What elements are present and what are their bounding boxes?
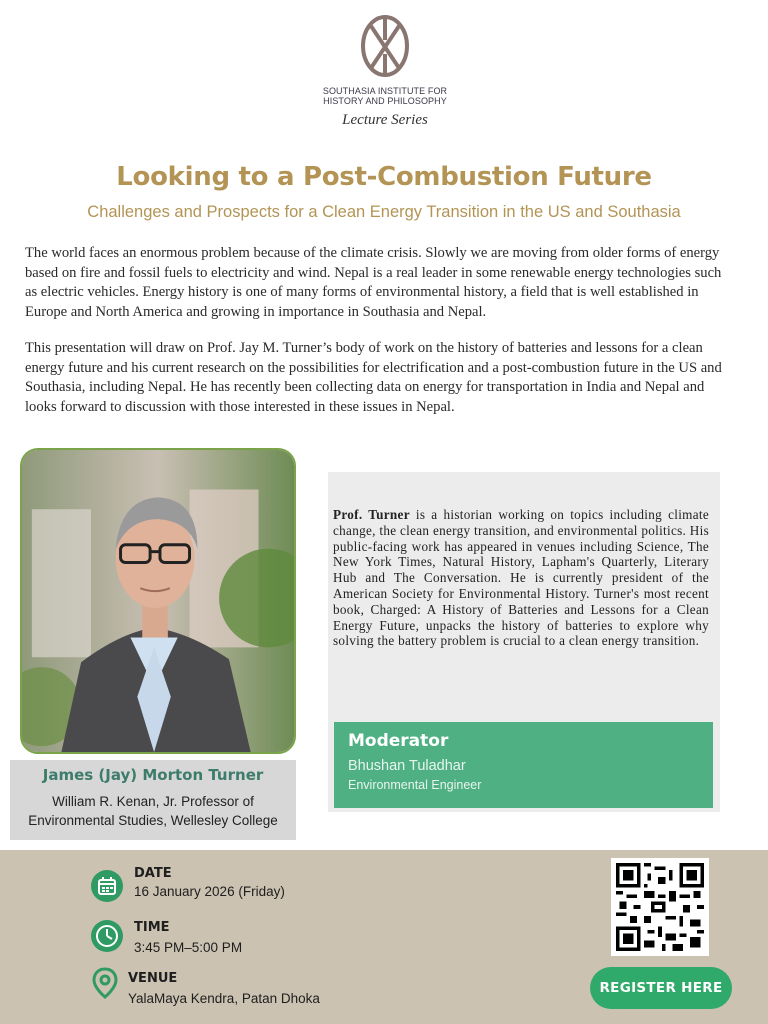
time-label: TIME xyxy=(134,920,170,935)
bio-panel xyxy=(328,472,720,812)
qr-code[interactable] xyxy=(611,858,709,956)
lecture-series-label: Lecture Series xyxy=(342,112,428,128)
time-value: 3:45 PM–5:00 PM xyxy=(134,940,243,955)
page-subtitle: Challenges and Prospects for a Clean Energy Transition in the US and Southasia xyxy=(87,203,681,221)
wheel-logo-icon xyxy=(359,14,411,82)
moderator-label: Moderator xyxy=(348,731,449,751)
speaker-bio xyxy=(333,507,709,649)
qr-code-icon xyxy=(616,863,704,951)
speaker-role-line2: Environmental Studies, Wellesley College xyxy=(28,813,278,828)
calendar-icon xyxy=(91,870,123,902)
page-title: Looking to a Post-Combustion Future xyxy=(116,162,652,192)
register-button[interactable]: REGISTER HERE xyxy=(590,967,732,1009)
date-label: DATE xyxy=(134,866,172,881)
org-name-line1: SOUTHASIA INSTITUTE FOR xyxy=(322,86,448,96)
presentation-paragraph: This presentation will draw on Prof. Jay M. Turner’s body of work on the history of batteries and lessons for a clean energy future and his current research on the possibilities for electrification and a post-combustion future in the US and Southasia, including Nepal. He has recently been collecting data on energy for transportation in India and Nepal and looks forward to discussion with those interested in these issues in Nepal. xyxy=(25,340,722,415)
org-name-line2: HISTORY AND PHILOSOPHY xyxy=(323,96,447,106)
speaker-photo xyxy=(20,448,296,754)
venue-value: YalaMaya Kendra, Patan Dhoka xyxy=(128,991,320,1006)
org-name xyxy=(300,86,470,106)
venue-label: VENUE xyxy=(128,971,178,986)
clock-icon xyxy=(91,920,123,952)
moderator-panel xyxy=(334,722,713,808)
speaker-caption xyxy=(10,760,296,840)
speaker-name: James (Jay) Morton Turner xyxy=(42,766,264,784)
speaker-role xyxy=(10,792,296,830)
bio-lead: Prof. Turner xyxy=(333,507,410,522)
date-value: 16 January 2026 (Friday) xyxy=(134,884,285,899)
location-pin-icon xyxy=(89,967,121,999)
intro-paragraph: The world faces an enormous problem because of the climate crisis. Slowly we are moving from older forms of energy based on fire and fossil fuels to electricity and wind. Nepal is a real leader in some renewable energy technologies such as electric vehicles. Energy history is one of many forms of environmental history, a field that is well established in Europe and North America and growing in importance in Southasia and Nepal. xyxy=(25,245,722,320)
event-details-footer xyxy=(0,850,768,1024)
speaker-role-line1: William R. Kenan, Jr. Professor of xyxy=(52,794,254,809)
moderator-name: Bhushan Tuladhar xyxy=(348,758,466,774)
moderator-role: Environmental Engineer xyxy=(348,778,482,792)
bio-text: is a historian working on topics including climate change, the clean energy transition, and environmental politics. His public-facing work has appeared in venues including Science, The New York Times, Natural History, Lapham's Quarterly, Literary Hub and The Conversation. He is currently president of the American Society for Environmental History. Turner's most recent book, Charged: A History of Batteries and Lessons for a Clean Energy Future, unpacks the history of batteries to explore why solving the battery problem is crucial to a clean energy transition. xyxy=(333,507,709,649)
